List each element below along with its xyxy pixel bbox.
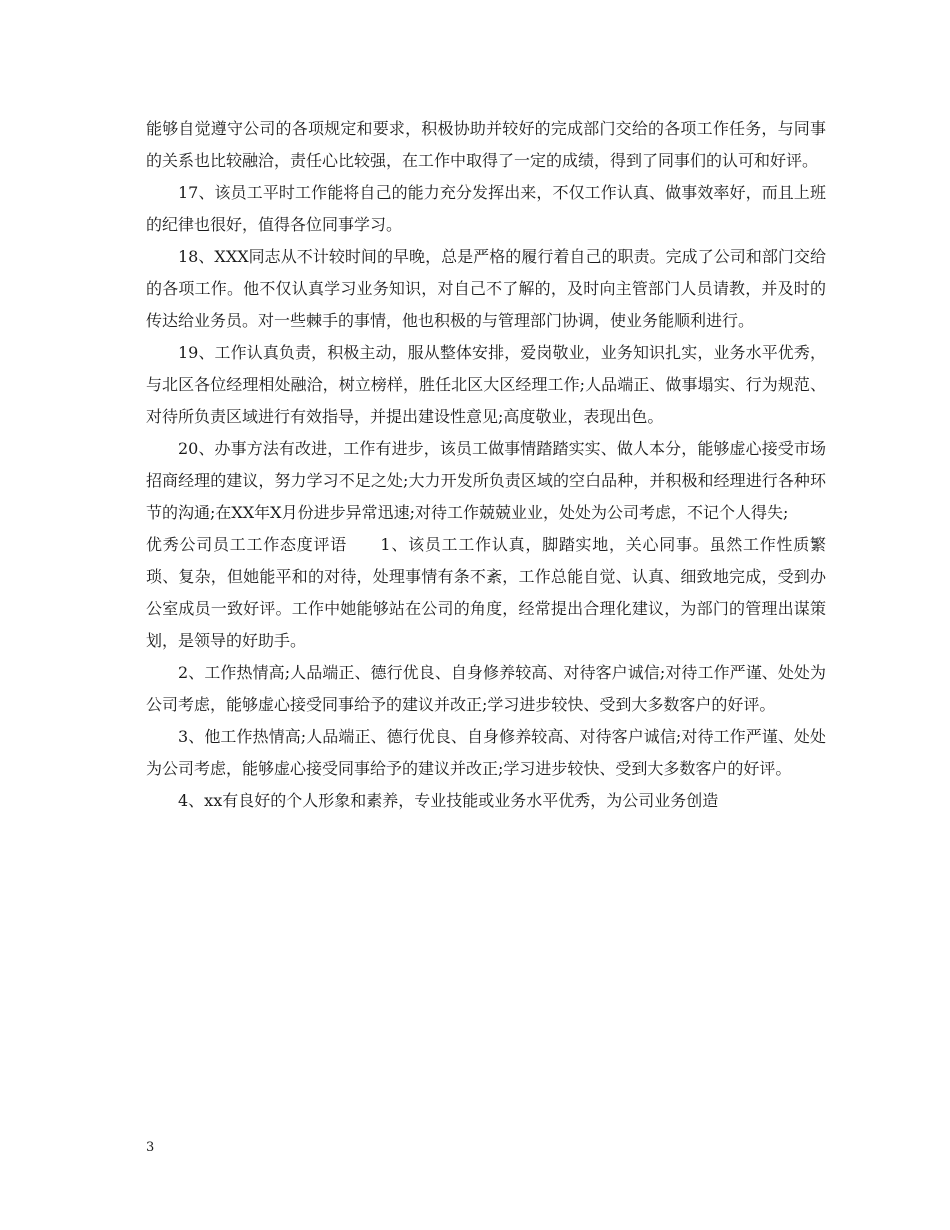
paragraph-4: 19、工作认真负责，积极主动，服从整体安排，爱岗敬业，业务知识扎实，业务水平优秀，与北区各位经理相处融洽，树立榜样，胜任北区大区经理工作;人品端正、做事塌实、行为规范、对待所负责区域进行有效指导，并提出建设性意见;高度敬业，表现出色。: [146, 343, 826, 426]
paragraph-1: 能够自觉遵守公司的各项规定和要求，积极协助并较好的完成部门交给的各项工作任务，与同事的关系也比较融洽，责任心比较强，在工作中取得了一定的成绩，得到了同事们的认可和好评。: [146, 119, 826, 170]
paragraph-8: 3、他工作热情高;人品端正、德行优良、自身修养较高、对待客户诚信;对待工作严谨、处处为公司考虑，能够虚心接受同事给予的建议并改正;学习进步较快、受到大多数客户的好评。: [146, 727, 826, 778]
paragraph-6: 优秀公司员工工作态度评语 1、该员工工作认真，脚踏实地，关心同事。虽然工作性质繁琐、复杂，但她能平和的对待，处理事情有条不紊，工作总能自觉、认真、细致地完成，受到办公室成员一致好评。工作中她能够站在公司的角度，经常提出合理化建议，为部门的管理出谋策划，是领导的好助手。: [146, 535, 826, 650]
document-body: [146, 113, 826, 817]
paragraph-7: 2、工作热情高;人品端正、德行优良、自身修养较高、对待客户诚信;对待工作严谨、处处为公司考虑，能够虚心接受同事给予的建议并改正;学习进步较快、受到大多数客户的好评。: [146, 663, 826, 714]
paragraph-2: 17、该员工平时工作能将自己的能力充分发挥出来，不仅工作认真、做事效率好，而且上班的纪律也很好，值得各位同事学习。: [146, 183, 826, 234]
paragraph-5: 20、办事方法有改进，工作有进步，该员工做事情踏踏实实、做人本分，能够虚心接受市场招商经理的建议，努力学习不足之处;大力开发所负责区域的空白品种，并积极和经理进行各种环节的沟通;在XX年X月份进步异常迅速;对待工作兢兢业业，处处为公司考虑，不记个人得失;: [146, 439, 826, 522]
paragraph-9: 4、xx有良好的个人形象和素养，专业技能或业务水平优秀，为公司业务创造: [178, 791, 719, 810]
paragraph-3: 18、XXX同志从不计较时间的早晚，总是严格的履行着自己的职责。完成了公司和部门交给的各项工作。他不仅认真学习业务知识，对自己不了解的，及时向主管部门人员请教，并及时的传达给业务员。对一些棘手的事情，他也积极的与管理部门协调，使业务能顺利进行。: [146, 247, 826, 330]
page-number: 3: [146, 1140, 155, 1155]
